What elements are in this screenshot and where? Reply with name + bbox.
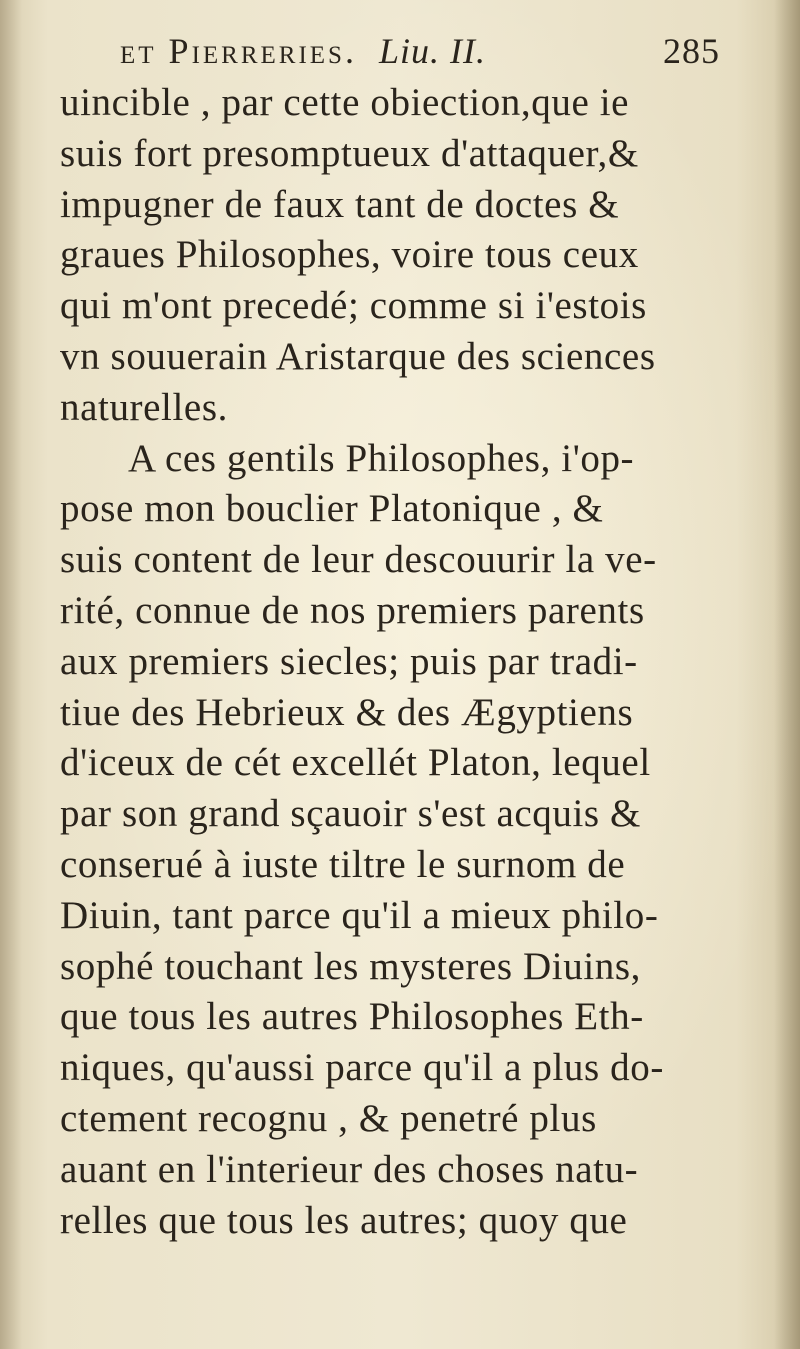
text-line: ctement recognu , & penetré plus bbox=[60, 1096, 597, 1140]
text-line: impugner de faux tant de doctes & bbox=[60, 182, 620, 226]
text-line: suis content de leur descouurir la ve- bbox=[60, 538, 657, 582]
text-line: que tous les autres Philosophes Eth- bbox=[60, 995, 644, 1039]
page-edge-shadow bbox=[774, 0, 800, 1349]
text-line: vn souuerain Aristarque des sciences bbox=[60, 334, 656, 378]
text-line: uincible , par cette obiection,que ie bbox=[60, 81, 630, 124]
text-line: Diuin, tant parce qu'il a mieux philo- bbox=[60, 893, 659, 937]
text-line: aux premiers siecles; puis par tradi- bbox=[60, 639, 638, 683]
page-number: 285 bbox=[663, 31, 720, 71]
text-line: relles que tous les autres; quoy que bbox=[60, 1198, 628, 1242]
text-line: rité, connue de nos premiers parents bbox=[60, 588, 645, 632]
text-line: naturelles. bbox=[60, 385, 228, 429]
spine-shadow bbox=[0, 0, 22, 1349]
text-line: sophé touchant les mysteres Diuins, bbox=[60, 944, 641, 988]
running-head-book: Liu. II. bbox=[378, 31, 486, 71]
text-line: niques, qu'aussi parce qu'il a plus do- bbox=[60, 1046, 664, 1090]
text-line: par son grand sçauoir s'est acquis & bbox=[60, 792, 641, 836]
text-line: graues Philosophes, voire tous ceux bbox=[60, 233, 639, 277]
running-head-title: et Pierreries. bbox=[120, 31, 357, 71]
text-line: auant en l'interieur des choses natu- bbox=[60, 1147, 639, 1191]
text-line: pose mon bouclier Platonique , & bbox=[60, 487, 604, 531]
text-line: suis fort presomptueux d'attaquer,& bbox=[60, 131, 639, 175]
text-line: conserué à iuste tiltre le surnom de bbox=[60, 842, 626, 886]
running-head bbox=[120, 30, 720, 78]
paragraph-first-line: A ces gentils Philosophes, i'op- bbox=[128, 436, 635, 480]
text-line: qui m'ont precedé; comme si i'estois bbox=[60, 284, 647, 328]
text-line: d'iceux de cét excellét Platon, lequel bbox=[60, 741, 651, 785]
text-line: tiue des Hebrieux & des Ægyptiens bbox=[60, 690, 634, 734]
body-text bbox=[60, 78, 710, 1246]
